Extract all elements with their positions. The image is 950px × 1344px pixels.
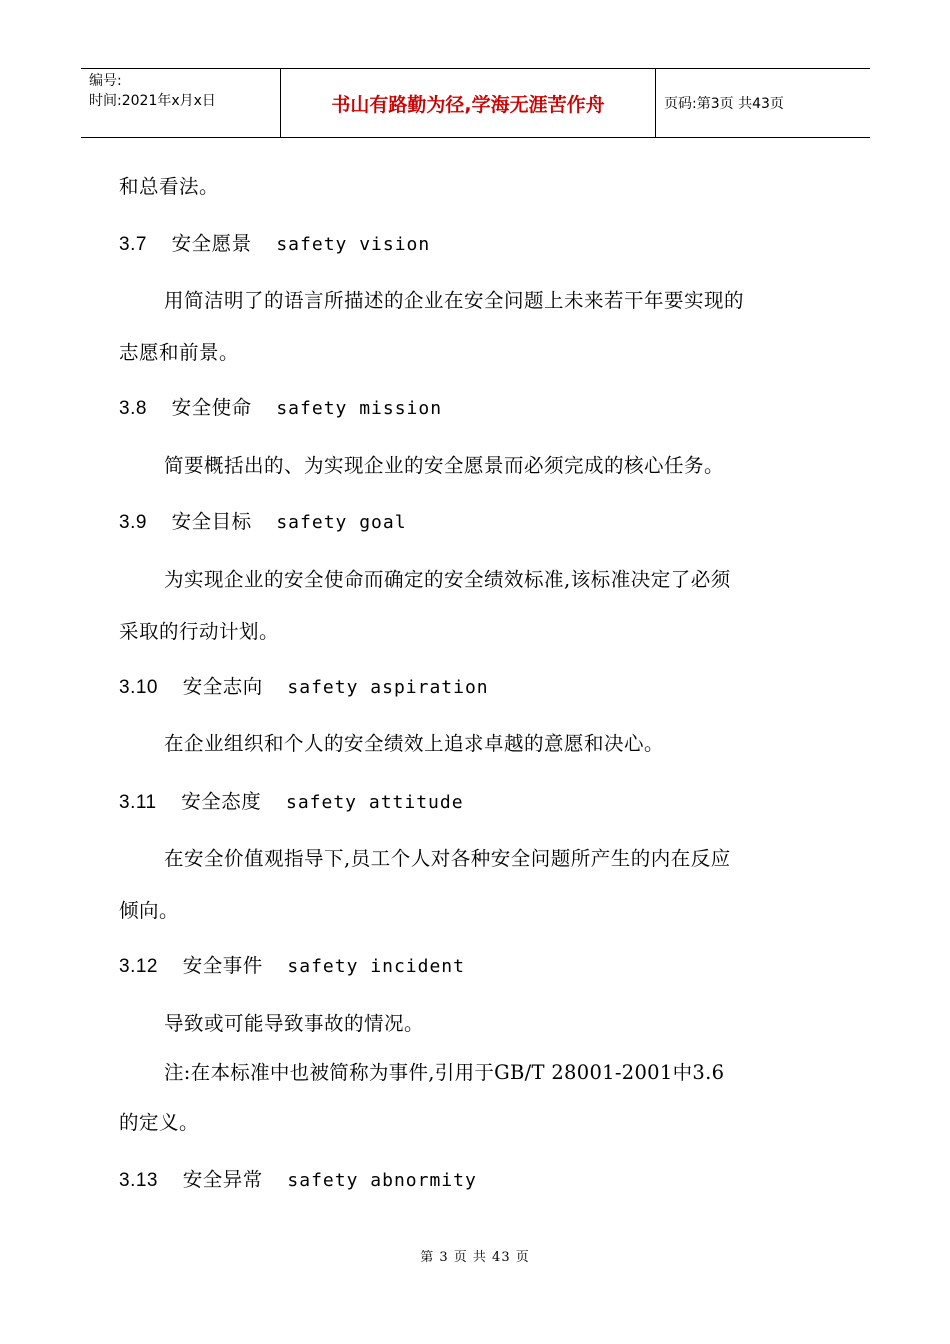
paragraph-line: 志愿和前景。: [119, 341, 240, 364]
section-title-en: safety vision: [276, 234, 431, 255]
paragraph-line: 和总看法。: [119, 175, 220, 198]
paragraph-line: 导致或可能导致事故的情况。: [164, 1012, 425, 1035]
note-line: 的定义。: [119, 1111, 200, 1134]
section-title-cn: 安全异常: [182, 1168, 263, 1191]
paragraph-line: 在企业组织和个人的安全绩效上追求卓越的意愿和决心。: [164, 732, 665, 755]
header-number: 编号:: [89, 73, 122, 89]
section-number: 3.7: [119, 234, 147, 255]
section-number: 3.10: [119, 677, 158, 698]
section-heading-3-8: [119, 396, 442, 421]
section-title-cn: 安全目标: [171, 510, 252, 533]
section-title-cn: 安全志向: [182, 675, 263, 698]
section-heading-3-13: [119, 1168, 477, 1193]
paragraph-line: 用简洁明了的语言所描述的企业在安全问题上未来若干年要实现的: [164, 289, 745, 312]
page-footer: 第 3 页 共 43 页: [420, 1250, 530, 1265]
header-time: 时间:2021年x月x日: [89, 93, 216, 109]
section-title-cn: 安全态度: [181, 790, 262, 813]
section-heading-3-12: [119, 954, 465, 979]
section-number: 3.9: [119, 512, 147, 533]
section-number: 3.11: [119, 792, 157, 813]
section-title-en: safety goal: [276, 512, 407, 533]
section-title-en: safety attitude: [286, 792, 464, 813]
paragraph-line: 采取的行动计划。: [119, 620, 280, 643]
section-number: 3.13: [119, 1170, 158, 1191]
paragraph-line: 在安全价值观指导下,员工个人对各种安全问题所产生的内在反应: [164, 847, 731, 870]
section-heading-3-9: [119, 510, 407, 535]
paragraph-line: 简要概括出的、为实现企业的安全愿景而必须完成的核心任务。: [164, 454, 725, 477]
header-page-info: 页码:第3页 共43页: [664, 96, 784, 112]
note-line: 注:在本标准中也被简称为事件,引用于GB/T 28001-2001中3.6: [164, 1061, 725, 1084]
section-heading-3-11: [119, 790, 464, 815]
section-title-cn: 安全使命: [171, 396, 252, 419]
paragraph-line: 倾向。: [119, 899, 180, 922]
section-title-cn: 安全事件: [182, 954, 263, 977]
section-number: 3.12: [119, 956, 158, 977]
header-meta: [89, 71, 216, 111]
section-title-en: safety mission: [276, 398, 443, 419]
section-title-en: safety incident: [287, 956, 465, 977]
section-title-en: safety abnormity: [287, 1170, 477, 1191]
section-title-en: safety aspiration: [287, 677, 489, 698]
section-title-cn: 安全愿景: [171, 232, 252, 255]
section-heading-3-7: [119, 232, 430, 257]
header-divider: [655, 69, 656, 137]
page-header: [81, 68, 870, 138]
section-number: 3.8: [119, 398, 147, 419]
header-motto: 书山有路勤为径,学海无涯苦作舟: [331, 93, 605, 116]
section-heading-3-10: [119, 675, 489, 700]
paragraph-line: 为实现企业的安全使命而确定的安全绩效标准,该标准决定了必须: [164, 568, 731, 591]
